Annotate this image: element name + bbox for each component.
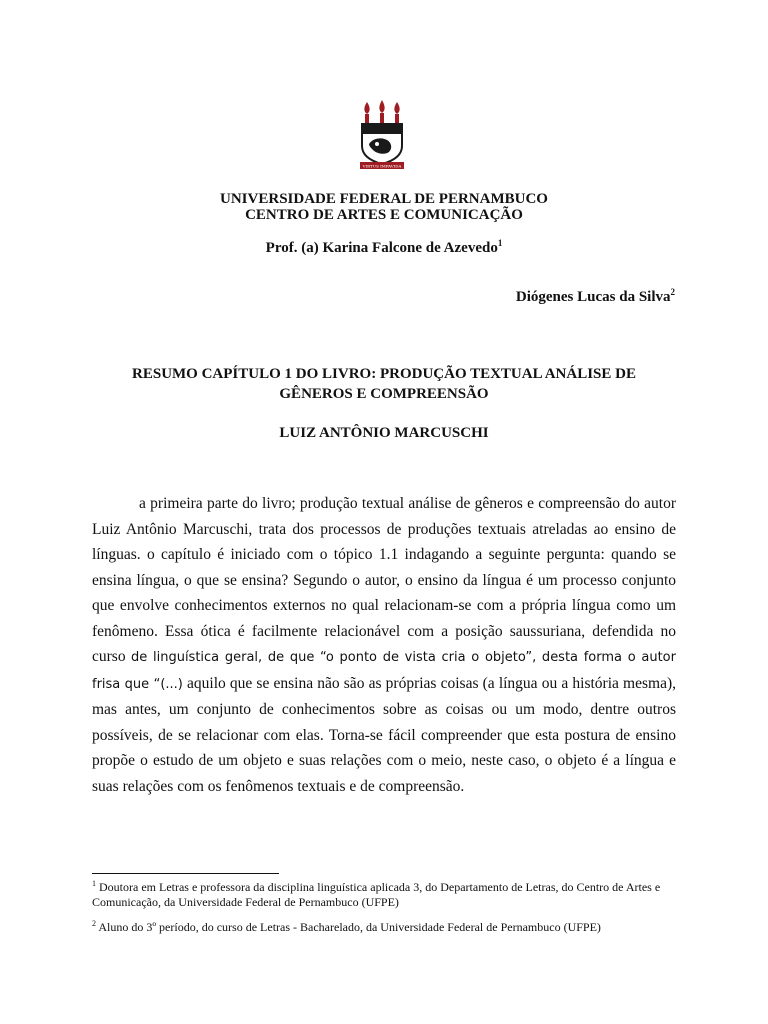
title-line-1: RESUMO CAPÍTULO 1 DO LIVRO: PRODUÇÃO TEXTUAL ANÁLISE DE [132, 366, 636, 382]
ufpe-crest-icon [357, 100, 407, 170]
body-text-part-1: a primeira parte do livro; produção textual análise de gêneros e compreensão do autor Luiz Antônio Marcuschi, trata dos processos de produções textuais atreladas ao ensino de línguas. o capítulo é iniciado com o tópico 1.1 indagando a seguinte pergunta: quando se ensina língua, o que se ensina? Segundo o autor, o ensino da língua é um processo conjunto que envolve conhecimentos externos no qual relacionam-se com a própria língua como um fenômeno. Essa ótica é facilmente relacionável com a posição saussuriana, defendida no curso [92, 495, 676, 665]
university-name: UNIVERSIDADE FEDERAL DE PERNAMBUCO [220, 191, 548, 207]
body-text-part-3: aquilo que se ensina não são as próprias coisas (a língua ou a história mesma), mas antes, um conjunto de conhecimentos sobre as coisas ou um modo, dentre outros possíveis, de se relacionar com elas. Torna-se fácil compreender que esta postura de ensino propõe o estudo de um objeto e suas relações com o meio, neste caso, o objeto é a língua e suas relações com os fenômenos textuais e de compreensão. [92, 674, 676, 795]
document-title [0, 364, 768, 404]
title-line-2: GÊNEROS E COMPREENSÃO [279, 386, 489, 402]
footnote-ref-1[interactable]: 1 [497, 238, 503, 248]
body-paragraph [92, 491, 676, 799]
footnote-2-marker: 2 [92, 919, 96, 928]
author-name: Diógenes Lucas da Silva [515, 289, 671, 305]
body-text-part-2: de linguística geral, de que “o ponto de vista cria o objeto”, desta forma o autor frisa que “(...) [92, 650, 676, 692]
svg-text:VIRTUS IMPAVIDA: VIRTUS IMPAVIDA [362, 163, 402, 169]
footnote-1 [92, 880, 682, 910]
institution-header [0, 191, 768, 223]
author-line [516, 289, 675, 306]
professor-name: Prof. (a) Karina Falcone de Azevedo [265, 240, 498, 256]
book-author: LUIZ ANTÔNIO MARCUSCHI [279, 425, 489, 441]
center-name: CENTRO DE ARTES E COMUNICAÇÃO [245, 207, 523, 223]
footnote-1-marker: 1 [92, 879, 96, 888]
footnote-2-text: Aluno do 3º período, do curso de Letras - Bacharelado, da Universidade Federal de Pernambuco (UFPE) [96, 920, 601, 934]
professor-line [0, 240, 768, 257]
footnote-ref-2[interactable]: 2 [670, 287, 675, 297]
footnote-2 [92, 920, 682, 935]
footnote-divider [92, 873, 279, 874]
footnote-1-text: Doutora em Letras e professora da disciplina linguística aplicada 3, do Departamento de Letras, do Centro de Artes e Comunicação, da Universidade Federal de Pernambuco (UFPE) [92, 880, 661, 909]
